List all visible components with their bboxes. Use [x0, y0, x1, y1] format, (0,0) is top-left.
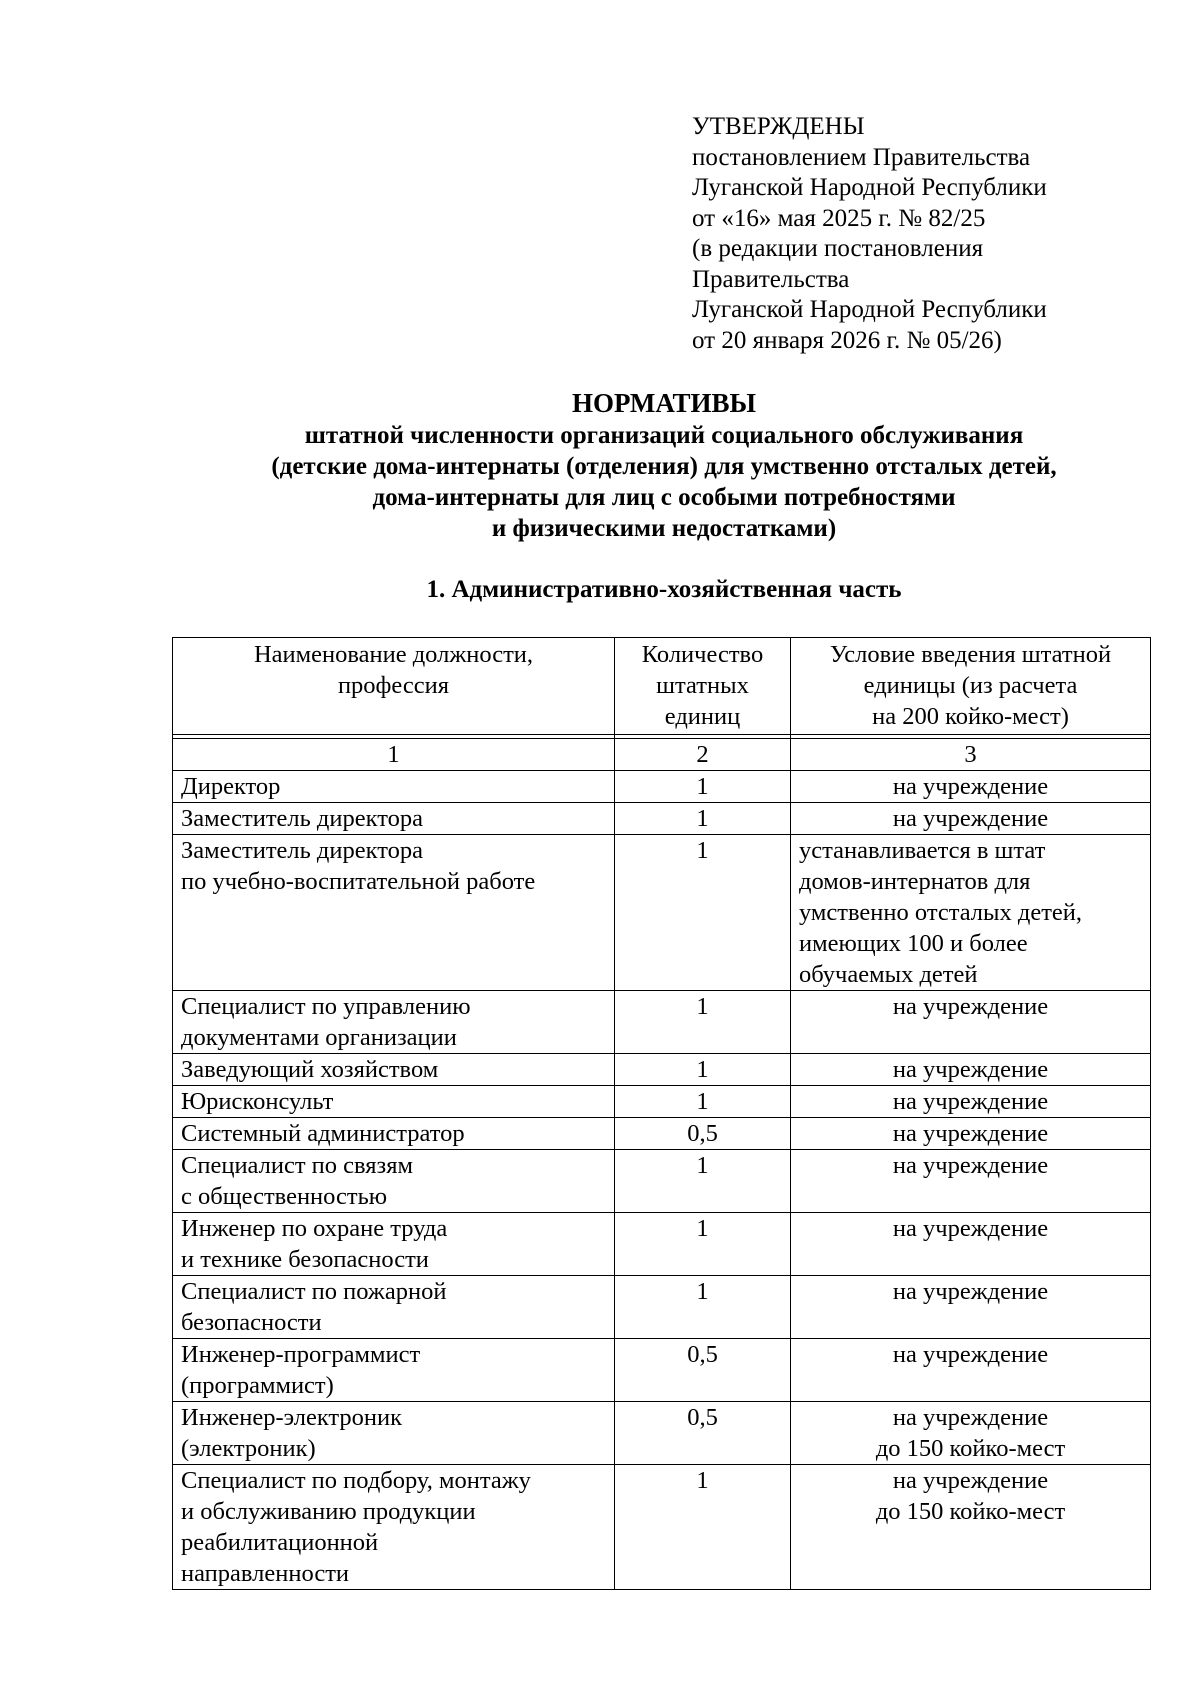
position-cell-text: Инженер-программист	[181, 1341, 421, 1368]
condition-cell	[791, 1213, 1151, 1276]
header-text: профессия	[337, 672, 450, 699]
column-number: 3	[791, 739, 1151, 771]
position-cell	[173, 1465, 615, 1590]
condition-cell	[791, 1086, 1151, 1118]
position-cell-text: Инженер-электроник	[181, 1404, 403, 1431]
position-cell-text: Специалист по связям	[181, 1152, 414, 1179]
position-cell-text: Инженер по охране труда	[181, 1215, 448, 1242]
header-text: Наименование должности,	[253, 641, 534, 668]
subtitle-line: дома-интернаты для лиц с особыми потребностями	[372, 484, 956, 511]
table-row	[173, 835, 1151, 991]
position-cell-text: реабилитационной	[181, 1529, 379, 1556]
condition-cell-text: до 150 койко-мест	[875, 1498, 1066, 1525]
position-cell-text: Специалист по управлению	[181, 993, 471, 1020]
approval-block	[692, 112, 1047, 356]
condition-cell-text: имеющих 100 и более	[799, 930, 1028, 957]
column-number: 1	[173, 739, 615, 771]
subtitle-line: (детские дома-интернаты (отделения) для умственно отсталых детей,	[271, 453, 1057, 480]
approval-line: Луганской Народной Республики	[692, 174, 1047, 201]
table-row	[173, 1118, 1151, 1150]
count-cell: 1	[615, 803, 791, 835]
document-title: НОРМАТИВЫ	[571, 388, 757, 418]
position-cell	[173, 1276, 615, 1339]
count-cell: 0,5	[615, 1118, 791, 1150]
position-cell	[173, 1118, 615, 1150]
table-row	[173, 1086, 1151, 1118]
approval-line: постановлением Правительства	[692, 143, 1031, 171]
position-cell-text: по учебно-воспитательной работе	[181, 868, 536, 895]
document-heading	[0, 388, 1200, 544]
position-cell	[173, 1339, 615, 1402]
condition-cell-text: на учреждение	[892, 1404, 1049, 1431]
approval-line: от «16» мая 2025 г. № 82/25	[692, 204, 986, 232]
position-cell-text: Директор	[181, 773, 281, 800]
header-count	[615, 638, 791, 735]
position-cell-text: (электроник)	[181, 1435, 316, 1462]
condition-cell	[791, 1054, 1151, 1086]
condition-cell-text: умственно отсталых детей,	[799, 899, 1083, 926]
header-text: штатных	[656, 672, 749, 699]
position-cell-text: Специалист по подбору, монтажу	[181, 1467, 531, 1494]
condition-cell-text: домов-интернатов для	[799, 868, 1031, 895]
count-cell: 1	[615, 1054, 791, 1086]
staffing-table	[172, 637, 1151, 1590]
table-row	[173, 1402, 1151, 1465]
position-cell-text: Системный администратор	[181, 1120, 465, 1147]
position-cell-text: документами организации	[181, 1024, 457, 1051]
condition-cell	[791, 1118, 1151, 1150]
count-cell: 0,5	[615, 1402, 791, 1465]
table-row	[173, 1339, 1151, 1402]
table-row	[173, 1465, 1151, 1590]
section-title: 1. Административно-хозяйственная часть	[426, 576, 902, 603]
condition-cell-text: на учреждение	[892, 805, 1049, 832]
header-text: единиц	[664, 703, 741, 730]
position-cell-text: с общественностью	[181, 1183, 388, 1210]
count-cell: 0,5	[615, 1339, 791, 1402]
approval-line: УТВЕРЖДЕНЫ	[692, 113, 865, 140]
header-condition	[791, 638, 1151, 735]
condition-cell	[791, 991, 1151, 1054]
position-cell-text: направленности	[181, 1560, 350, 1587]
column-number-row	[173, 739, 1151, 771]
condition-cell	[791, 835, 1151, 991]
condition-cell-text: на учреждение	[892, 1088, 1049, 1115]
condition-cell	[791, 771, 1151, 803]
count-cell: 1	[615, 835, 791, 991]
count-cell: 1	[615, 1465, 791, 1590]
condition-cell	[791, 1465, 1151, 1590]
table-row	[173, 1150, 1151, 1213]
condition-cell-text: на учреждение	[892, 1120, 1049, 1147]
position-cell-text: и технике безопасности	[181, 1246, 429, 1273]
count-cell: 1	[615, 991, 791, 1054]
position-cell-text: Заместитель директора	[181, 837, 423, 864]
subtitle-line: и физическими недостатками)	[491, 515, 837, 542]
count-cell: 1	[615, 1276, 791, 1339]
header-text: единицы (из расчета	[863, 672, 1078, 699]
table-row	[173, 1213, 1151, 1276]
condition-cell	[791, 1276, 1151, 1339]
position-cell-text: Заведующий хозяйством	[181, 1056, 439, 1083]
condition-cell-text: на учреждение	[892, 1056, 1049, 1083]
count-cell: 1	[615, 1213, 791, 1276]
count-cell: 1	[615, 771, 791, 803]
table-header-row	[173, 638, 1151, 735]
approval-line: Правительства	[692, 265, 850, 293]
table-row	[173, 803, 1151, 835]
condition-cell-text: на учреждение	[892, 993, 1049, 1020]
table-row	[173, 1054, 1151, 1086]
count-cell: 1	[615, 1150, 791, 1213]
condition-cell	[791, 1150, 1151, 1213]
condition-cell-text: на учреждение	[892, 1341, 1049, 1368]
position-cell	[173, 1402, 615, 1465]
header-position	[173, 638, 615, 735]
position-cell	[173, 1213, 615, 1276]
condition-cell-text: на учреждение	[892, 1467, 1049, 1494]
position-cell-text: и обслуживанию продукции	[181, 1498, 476, 1525]
column-number: 2	[615, 739, 791, 771]
position-cell	[173, 991, 615, 1054]
condition-cell	[791, 1402, 1151, 1465]
position-cell	[173, 771, 615, 803]
approval-line: от 20 января 2026 г. № 05/26)	[692, 326, 1002, 354]
position-cell-text: Заместитель директора	[181, 805, 423, 832]
subtitle-line: штатной численности организаций социального обслуживания	[304, 422, 1024, 449]
position-cell	[173, 1086, 615, 1118]
condition-cell-text: до 150 койко-мест	[875, 1435, 1066, 1462]
position-cell-text: безопасности	[181, 1309, 322, 1336]
position-cell	[173, 1054, 615, 1086]
count-cell: 1	[615, 1086, 791, 1118]
condition-cell-text: на учреждение	[892, 1278, 1049, 1305]
approval-line: (в редакции постановления	[692, 235, 984, 262]
position-cell	[173, 835, 615, 991]
position-cell	[173, 1150, 615, 1213]
table-row	[173, 1276, 1151, 1339]
position-cell-text: Юрисконсульт	[181, 1088, 334, 1115]
position-cell	[173, 803, 615, 835]
header-text: Количество	[641, 641, 764, 668]
position-cell-text: Специалист по пожарной	[181, 1278, 447, 1305]
header-text: Условие введения штатной	[829, 641, 1112, 668]
condition-cell-text: на учреждение	[892, 773, 1049, 800]
position-cell-text: (программист)	[181, 1372, 334, 1399]
condition-cell-text: на учреждение	[892, 1215, 1049, 1242]
condition-cell	[791, 1339, 1151, 1402]
header-text: на 200 койко-мест)	[872, 703, 1069, 730]
table-row	[173, 991, 1151, 1054]
approval-line: Луганской Народной Республики	[692, 296, 1047, 323]
table-row	[173, 771, 1151, 803]
condition-cell-text: устанавливается в штат	[799, 837, 1046, 864]
condition-cell	[791, 803, 1151, 835]
condition-cell-text: на учреждение	[892, 1152, 1049, 1179]
condition-cell-text: обучаемых детей	[799, 961, 978, 988]
